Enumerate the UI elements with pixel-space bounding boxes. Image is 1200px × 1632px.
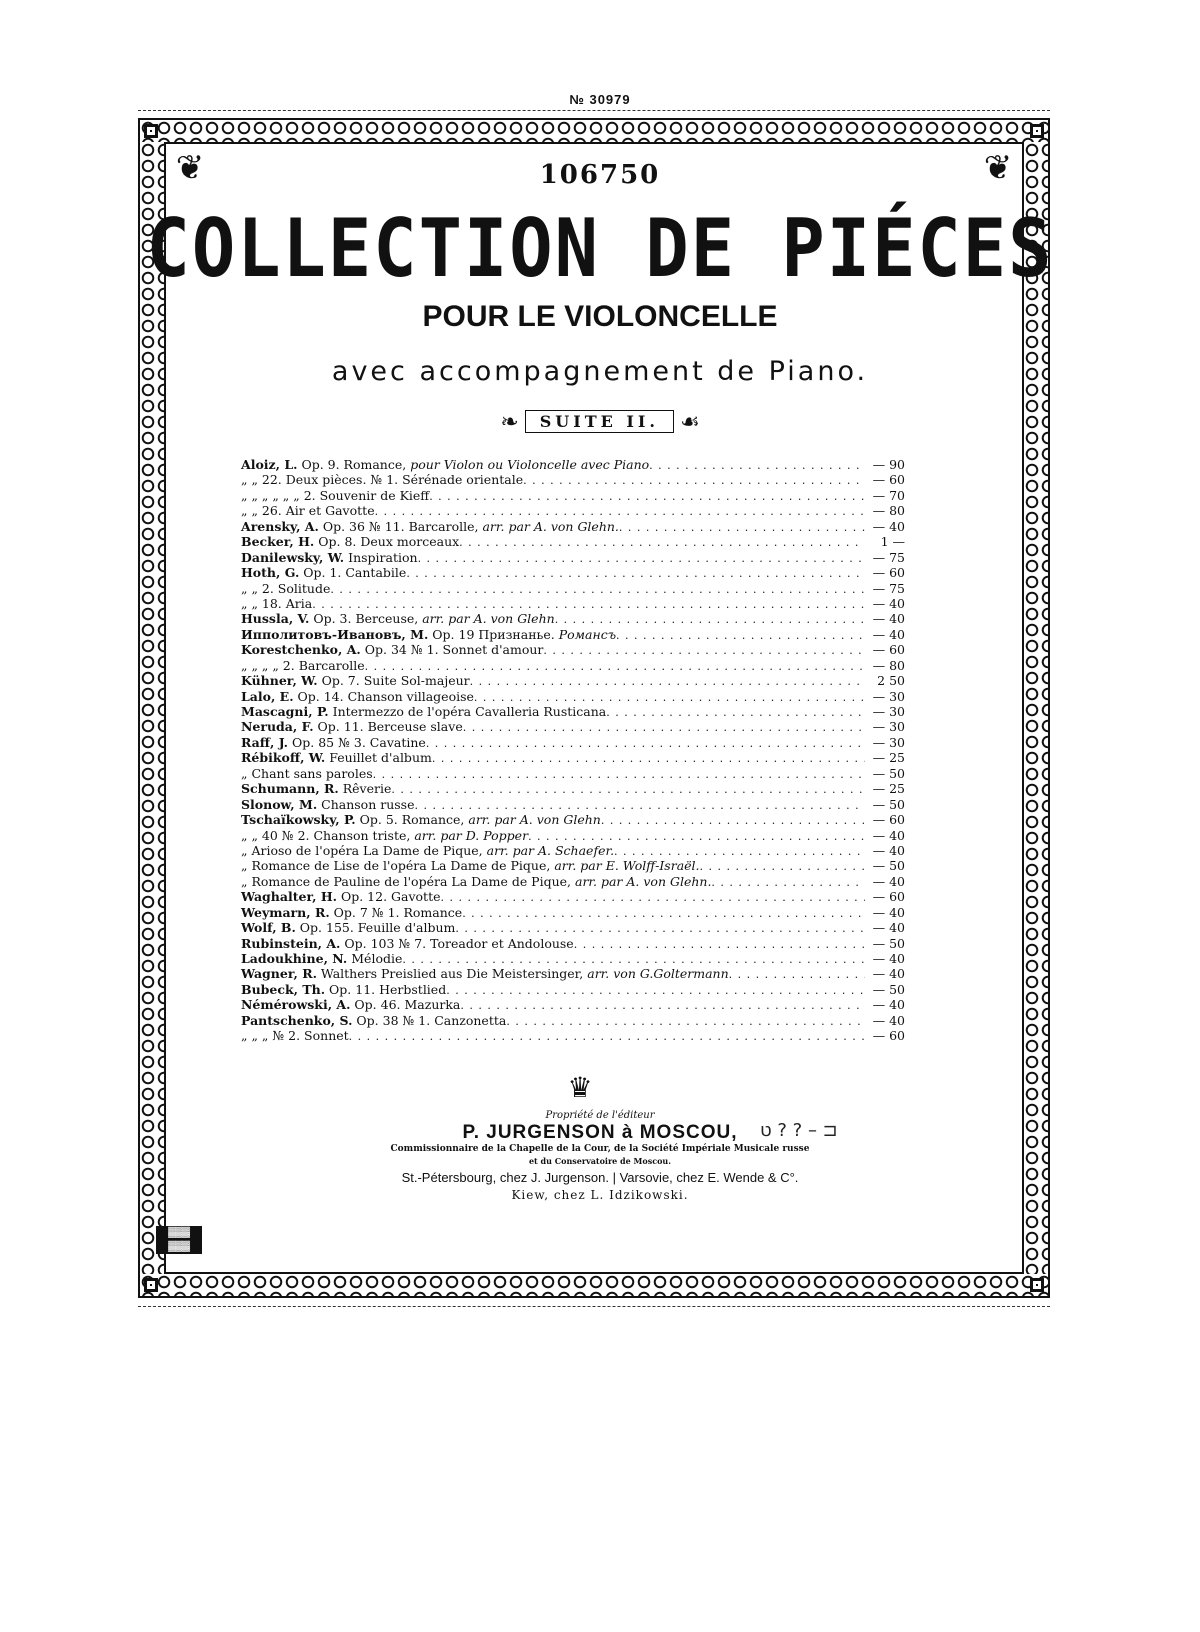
dot-leader (414, 797, 865, 812)
dot-leader (365, 658, 865, 673)
bottom-tick-rule (138, 1306, 1050, 1307)
price: — 40 (872, 611, 905, 627)
plate-number: № 30979 (569, 92, 631, 107)
list-item-text (241, 920, 455, 935)
price: — 40 (872, 951, 905, 966)
work-title: Op. 85 № 3. Cavatine (288, 734, 426, 750)
list-item-text (241, 519, 619, 534)
price: 1 — (880, 534, 905, 550)
list-item-text (241, 997, 460, 1012)
dot-leader (470, 673, 865, 688)
composer-name: Becker, H. (241, 534, 315, 550)
list-item-text (241, 966, 729, 981)
dot-leader (312, 596, 865, 611)
list-item-text (241, 982, 446, 997)
dot-leader (619, 519, 865, 534)
dot-leader (700, 858, 865, 873)
composer-name: Pantschenko, S. (241, 1012, 353, 1028)
price: — 50 (872, 981, 905, 997)
work-title: Chanson russe (317, 796, 415, 812)
work-title: Op. 34 № 1. Sonnet d'amour (360, 642, 544, 658)
dot-leader (506, 1013, 865, 1028)
list-item-text (241, 704, 606, 719)
arrangement-note: arr. par A. von Glehn (422, 611, 555, 627)
work-title: „ „ 22. Deux pièces. № 1. Sérénade orientale (241, 472, 524, 488)
arrangement-note: arr. par D. Popper (414, 827, 529, 843)
composer-name: Mascagni, P. (241, 704, 329, 719)
list-item (241, 874, 905, 889)
composer-name: Neruda, F. (241, 719, 314, 735)
price: — 25 (872, 750, 905, 766)
list-item (241, 689, 905, 704)
frame-corner-box (144, 124, 158, 138)
list-item-text (241, 534, 459, 549)
list-item (241, 658, 905, 673)
work-title: Walthers Preislied aus Die Meistersinger, (316, 966, 588, 982)
work-title: „ „ 40 № 2. Chanson triste, (241, 827, 415, 843)
list-item (241, 936, 905, 951)
price: — 40 (872, 827, 905, 843)
dot-leader (555, 611, 865, 626)
work-title: „ Chant sans paroles (241, 765, 373, 781)
work-title: Op. 103 № 7. Toreador et Andolouse (340, 935, 574, 951)
list-item-text (241, 1028, 349, 1043)
catalog-number: 106750 (539, 160, 661, 190)
work-title: Op. 7. Suite Sol-majeur (317, 673, 470, 689)
list-item-text (241, 611, 555, 626)
work-title: „ „ 2. Solitude (241, 580, 331, 596)
work-title: Feuillet d'album (325, 750, 432, 766)
dot-leader (349, 1028, 865, 1043)
list-item (241, 781, 905, 796)
dot-leader (463, 719, 865, 734)
list-item (241, 1013, 905, 1028)
subtitle: POUR LE VIOLONCELLE (422, 300, 778, 333)
work-title: Inspiration (344, 549, 418, 565)
list-item-text (241, 488, 429, 503)
price: — 90 (872, 457, 905, 472)
arrangement-note: arr. par A. von Glehn. (482, 518, 619, 534)
list-item (241, 812, 905, 827)
composer-name: Lalo, E. (241, 688, 294, 704)
frame-band-top (140, 120, 1048, 144)
composer-name: Rébikoff, W. (241, 750, 326, 766)
dot-leader (528, 828, 865, 843)
price: — 30 (872, 719, 905, 735)
list-item-text (241, 812, 601, 827)
work-title: Op. 5. Romance, (355, 812, 469, 828)
work-title: „ „ 26. Air et Gavotte (241, 503, 375, 519)
list-item (241, 951, 905, 966)
list-item-text (241, 766, 373, 781)
work-title: Intermezzo de l'opéra Cavalleria Rusticana (328, 704, 607, 719)
dot-leader (601, 812, 865, 827)
price: — 60 (872, 812, 905, 828)
work-title: Op. 7 № 1. Romance (329, 904, 463, 920)
scroll-ornament-icon: ❦ (983, 148, 1013, 188)
composer-name: Wolf, B. (241, 920, 296, 936)
dot-leader (649, 457, 865, 472)
price: — 75 (872, 549, 905, 565)
price: — 60 (872, 1028, 905, 1044)
list-item-text (241, 874, 711, 889)
list-item-text (241, 858, 700, 873)
dot-leader (474, 689, 865, 704)
list-item-text (241, 472, 523, 487)
composer-name: Hoth, G. (241, 565, 300, 581)
publisher-conservatoire-line: et du Conservatoire de Moscou. (528, 1156, 672, 1166)
work-title: Op. 11. Herbstlied (325, 981, 447, 997)
composer-name: Danilewsky, W. (241, 549, 345, 565)
arrangement-note: arr. par E. Wolff-Israël. (554, 858, 700, 874)
list-item (241, 596, 905, 611)
price: — 40 (872, 920, 905, 936)
dot-leader (432, 750, 865, 765)
suite-label: SUITE II. (525, 410, 674, 433)
price: — 40 (872, 626, 905, 642)
list-item-text (241, 550, 418, 565)
dot-leader (402, 951, 865, 966)
price: — 40 (872, 1012, 905, 1028)
dot-leader (429, 488, 865, 503)
dot-leader (462, 905, 865, 920)
list-item (241, 457, 905, 472)
dot-leader (418, 550, 865, 565)
price: — 40 (872, 842, 905, 858)
list-item-text (241, 905, 462, 920)
arrangement-note: arr. par A. von Glehn (468, 812, 601, 828)
dot-leader (459, 534, 865, 549)
arrangement-note: Романсъ (558, 626, 617, 642)
list-item-text (241, 750, 432, 765)
dot-leader (375, 503, 865, 518)
price: — 30 (872, 734, 905, 750)
list-item-text (241, 828, 528, 843)
list-item (241, 766, 905, 781)
list-item (241, 627, 905, 642)
work-title: Op. 14. Chanson villageoise (293, 688, 474, 704)
list-item-text (241, 889, 441, 904)
work-title: „ „ „ „ „ „ 2. Souvenir de Kieff (241, 487, 430, 503)
list-item (241, 750, 905, 765)
scroll-left-icon: ❧ (500, 410, 519, 435)
composer-name: Némérowski, A. (241, 997, 351, 1013)
list-item (241, 889, 905, 904)
dot-leader (711, 874, 865, 889)
price: — 50 (872, 935, 905, 951)
list-item-text (241, 596, 312, 611)
dot-leader (441, 889, 866, 904)
publisher-commission-line: Commissionnaire de la Chapelle de la Cour, de la Société Impériale Musicale russe (390, 1144, 810, 1154)
list-item-text (241, 565, 406, 580)
frame-corner-box (1030, 1278, 1044, 1292)
composer-name: Tschaïkowsky, P. (241, 812, 356, 828)
work-title: Op. 1. Cantabile (299, 565, 407, 581)
work-title: „ Romance de Pauline de l'opéra La Dame de Pique, (241, 873, 575, 889)
suite-heading (0, 410, 1200, 435)
composer-name: Arensky, A. (241, 518, 319, 534)
arrangement-note: arr. par A. von Glehn. (575, 873, 712, 889)
scroll-right-icon: ☙ (679, 410, 700, 435)
list-item (241, 858, 905, 873)
work-title: Op. 12. Gavotte (337, 889, 441, 905)
dot-leader (426, 735, 865, 750)
price: — 30 (872, 704, 905, 719)
work-title: „ Romance de Lise de l'opéra La Dame de Pique, (241, 858, 555, 874)
composer-name: Rubinstein, A. (241, 935, 341, 951)
price: — 30 (872, 688, 905, 704)
work-title: Op. 11. Berceuse slave (313, 719, 463, 735)
list-item (241, 673, 905, 688)
arrangement-note: arr. par A. Schaefer. (486, 842, 615, 858)
list-item-text (241, 936, 574, 951)
list-item (241, 550, 905, 565)
list-item (241, 797, 905, 812)
list-item-text (241, 1013, 506, 1028)
dot-leader (330, 581, 865, 596)
dot-leader (446, 982, 865, 997)
list-item (241, 719, 905, 734)
work-title: Op. 8. Deux morceaux (314, 534, 460, 550)
price: — 40 (872, 997, 905, 1013)
frame-band-bottom (140, 1272, 1048, 1296)
composer-name: Korestchenko, A. (241, 642, 361, 658)
list-item-text (241, 658, 365, 673)
dot-leader (543, 642, 865, 657)
composer-name: Waghalter, H. (241, 889, 337, 905)
price: — 50 (872, 858, 905, 874)
work-title: Op. 3. Berceuse, (309, 611, 423, 627)
list-item (241, 581, 905, 596)
price: — 40 (872, 873, 905, 889)
library-stamp: ▓▓▓ ▓▓▓ (156, 1226, 202, 1254)
scroll-ornament-icon: ❦ (175, 148, 205, 188)
handwritten-mark: ט ? ? – ⊐ (760, 1120, 838, 1141)
list-item (241, 966, 905, 981)
work-title: Mélodie (347, 951, 403, 966)
composer-name: Aloiz, L. (241, 457, 298, 472)
price: — 40 (872, 904, 905, 920)
list-item-text (241, 642, 543, 657)
price: — 80 (872, 503, 905, 519)
list-item-text (241, 503, 375, 518)
work-title: Op. 38 № 1. Canzonetta (352, 1012, 507, 1028)
price: — 60 (872, 472, 905, 488)
top-tick-rule (138, 110, 1050, 111)
work-title: „ „ „ „ 2. Barcarolle (241, 657, 365, 673)
dot-leader (614, 843, 865, 858)
list-item (241, 982, 905, 997)
list-item (241, 704, 905, 719)
price: — 25 (872, 781, 905, 797)
dot-leader (455, 920, 865, 935)
price: 2 50 (877, 673, 905, 689)
list-item (241, 472, 905, 487)
list-item (241, 905, 905, 920)
list-item (241, 565, 905, 580)
price: — 40 (872, 518, 905, 534)
list-item (241, 920, 905, 935)
composer-name: Raff, J. (241, 734, 289, 750)
dot-leader (574, 936, 865, 951)
composer-name: Schumann, R. (241, 781, 339, 797)
price: — 40 (872, 966, 905, 982)
dot-leader (391, 781, 865, 796)
work-title: Rêverie (338, 781, 392, 797)
frame-corner-box (1030, 124, 1044, 138)
dot-leader (406, 565, 865, 580)
price: — 60 (872, 642, 905, 658)
list-item-text (241, 673, 470, 688)
list-item-text (241, 689, 474, 704)
list-item (241, 488, 905, 503)
publisher-name: P. JURGENSON à MOSCOU, (462, 1122, 738, 1143)
price: — 50 (872, 796, 905, 812)
price: — 60 (872, 889, 905, 905)
composer-name: Ипполитовъ-Ивановъ, М. (241, 626, 429, 642)
list-item (241, 997, 905, 1012)
composer-name: Kühner, W. (241, 673, 318, 689)
double-headed-eagle-icon: ♛ (567, 1071, 593, 1104)
list-item-text (241, 797, 414, 812)
dot-leader (616, 627, 865, 642)
publisher-kiev-line: Kiew, chez L. Idzikowski. (511, 1188, 689, 1202)
list-item (241, 503, 905, 518)
dot-leader (523, 472, 865, 487)
list-item-text (241, 627, 616, 642)
composer-name: Ladoukhine, N. (241, 951, 348, 966)
list-item-text (241, 951, 402, 966)
frame-corner-box (144, 1278, 158, 1292)
work-title: „ „ „ № 2. Sonnet (241, 1028, 349, 1044)
list-item (241, 534, 905, 549)
list-item (241, 843, 905, 858)
list-item-text (241, 781, 391, 796)
list-item-text (241, 843, 614, 858)
list-item (241, 1028, 905, 1043)
price: — 60 (872, 565, 905, 581)
list-item (241, 642, 905, 657)
list-item-text (241, 457, 649, 472)
list-item (241, 828, 905, 843)
work-title: Op. 36 № 11. Barcarolle, (318, 518, 483, 534)
price: — 80 (872, 657, 905, 673)
price: — 50 (872, 765, 905, 781)
price: — 40 (872, 595, 905, 611)
subtitle-accompaniment: avec accompagnement de Piano. (331, 356, 869, 387)
work-title: „ Arioso de l'opéra La Dame de Pique, (241, 842, 487, 858)
arrangement-note: pour Violon ou Violoncelle avec Piano (410, 457, 650, 472)
work-title: Op. 19 Признанье. (428, 626, 559, 642)
list-item-text (241, 581, 330, 596)
dot-leader (460, 997, 865, 1012)
list-item (241, 519, 905, 534)
work-title: Op. 155. Feuille d'album (295, 920, 456, 936)
piece-list (241, 457, 905, 1044)
list-item (241, 735, 905, 750)
composer-name: Hussla, V. (241, 611, 310, 627)
composer-name: Weymarn, R. (241, 904, 330, 920)
list-item-text (241, 735, 426, 750)
page-title: COLLECTION DE PIÉCES (146, 200, 1054, 296)
list-item-text (241, 719, 463, 734)
publisher-property-line: Propriété de l'éditeur (545, 1110, 655, 1121)
dot-leader (729, 966, 865, 981)
composer-name: Bubeck, Th. (241, 981, 326, 997)
work-title: Op. 46. Mazurka (350, 997, 461, 1013)
price: — 70 (872, 487, 905, 503)
composer-name: Slonow, M. (241, 796, 318, 812)
arrangement-note: arr. von G.Goltermann (587, 966, 729, 982)
publisher-branches-line: St.-Pétersbourg, chez J. Jurgenson. | Varsovie, chez E. Wende & C°. (401, 1170, 799, 1185)
work-title: Op. 9. Romance, (297, 457, 411, 472)
composer-name: Wagner, R. (241, 966, 317, 982)
work-title: „ „ 18. Aria (241, 595, 313, 611)
list-item (241, 611, 905, 626)
dot-leader (606, 704, 865, 719)
price: — 75 (872, 580, 905, 596)
dot-leader (373, 766, 865, 781)
